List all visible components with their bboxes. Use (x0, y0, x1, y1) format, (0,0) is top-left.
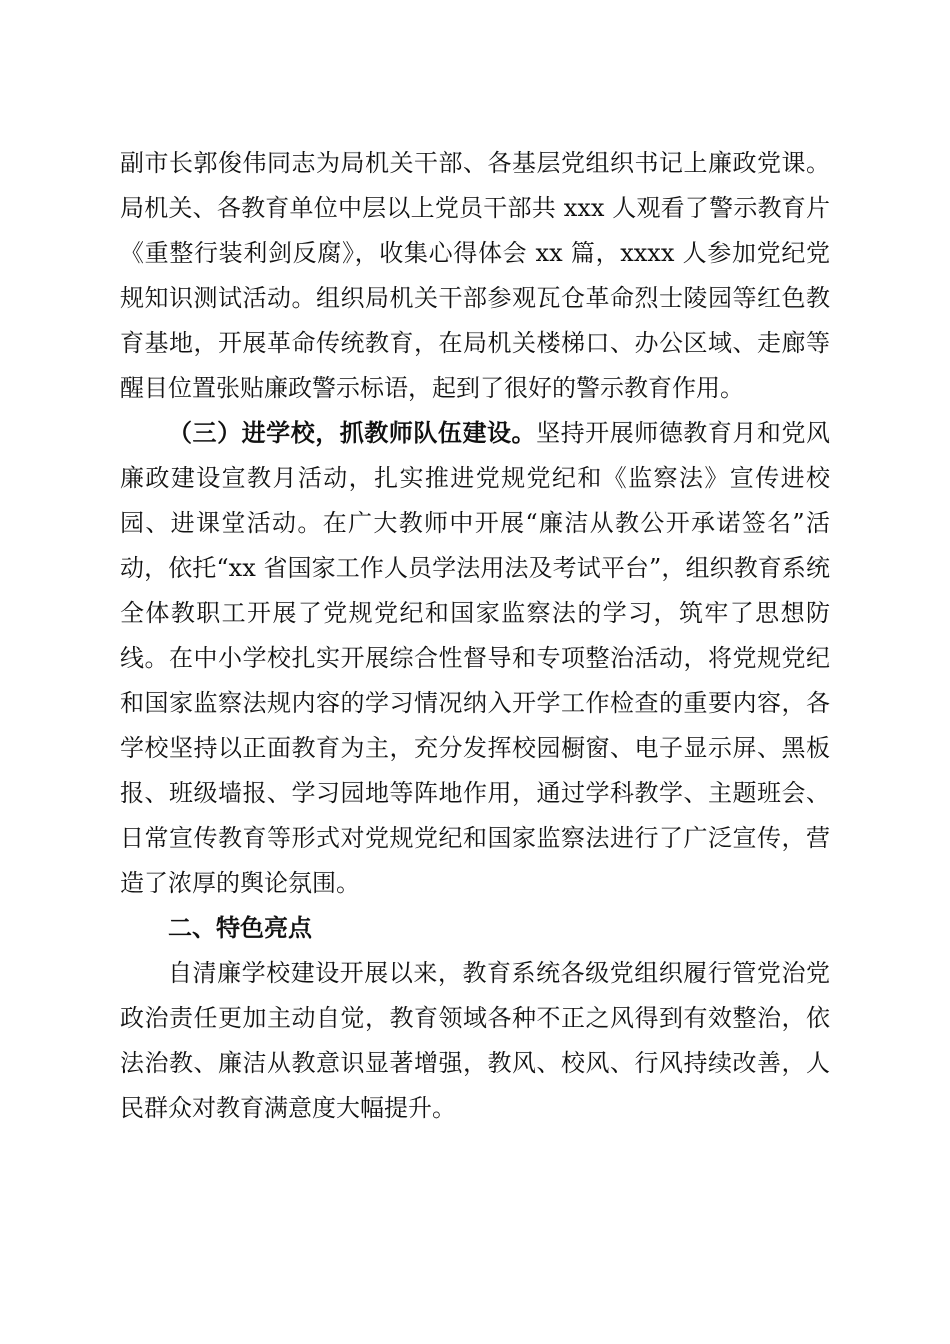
document-body (120, 141, 830, 1131)
paragraph-lead-heading: （三）进学校，抓教师队伍建设。 (168, 419, 537, 447)
paragraph-warning-education: 副市长郭俊伟同志为局机关干部、各基层党组织书记上廉政党课。局机关、各教育单位中层以上党员干部共 xxx 人观看了警示教育片《重整行装利剑反腐》，收集心得体会 xx 篇，xxxx 人参加党纪党规知识测试活动。组织局机关干部参观瓦仓革命烈士陵园等红色教育基地，开展革命传统教育，在局机关楼梯口、办公区域、走廊等醒目位置张贴廉政警示标语，起到了很好的警示教育作用。 (120, 149, 830, 402)
paragraph-highlights: 自清廉学校建设开展以来，教育系统各级党组织履行管党治党政治责任更加主动自觉，教育领域各种不正之风得到有效整治，依法治教、廉洁从教意识显著增强，教风、校风、行风持续改善，人民群众对教育满意度大幅提升。 (120, 959, 830, 1122)
section-heading: 二、特色亮点 (168, 914, 312, 942)
paragraph-body-text: 坚持开展师德教育月和党风廉政建设宣教月活动，扎实推进党规党纪和《监察法》宣传进校园、进课堂活动。在广大教师中开展“廉洁从教公开承诺签名”活动，依托“xx 省国家工作人员学法用法及考试平台”，组织教育系统全体教职工开展了党规党纪和国家监察法的学习，筑牢了思想防线。在中小学校扎实开展综合性督导和专项整治活动，将党规党纪和国家监察法规内容的学习情况纳入开学工作检查的重要内容，各学校坚持以正面教育为主，充分发挥校园橱窗、电子显示屏、黑板报、班级墙报、学习园地等阵地作用，通过学科教学、主题班会、日常宣传教育等形式对党规党纪和国家监察法进行了广泛宣传，营造了浓厚的舆论氛围。 (120, 419, 831, 897)
paragraph-school-teachers (120, 411, 830, 906)
